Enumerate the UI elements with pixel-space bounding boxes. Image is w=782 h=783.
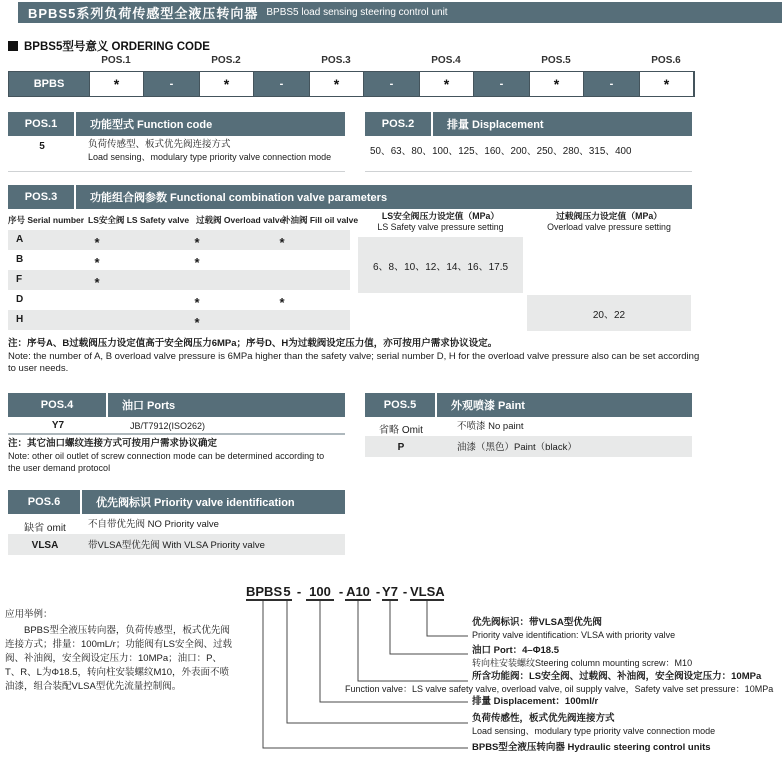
ordering-cell-dash: -: [254, 72, 309, 96]
pos1-label: POS.1: [8, 112, 76, 136]
pos3-note-cn: 注：序号A、B过载阀压力设定值高于安全阀压力6MPa；序号D、H为过载阀设定压力值，亦可按用户需求协议设定。: [8, 338, 498, 349]
ordering-cell-star: *: [419, 72, 474, 96]
pos5-title: 外观喷漆 Paint: [437, 393, 692, 417]
ordering-cell-star: *: [309, 72, 364, 96]
table-row-d: [8, 290, 350, 310]
page-title-en: BPBS5 load sensing steering control unit: [266, 7, 448, 18]
pos-label-3: POS.3: [321, 55, 351, 66]
pos5-row1-desc: 不喷漆 No paint: [457, 421, 524, 432]
pos-label-4: POS.4: [431, 55, 461, 66]
pos3-header: [8, 185, 692, 209]
ls-pressure-title-cn: LS安全阀压力设定值（MPa）: [381, 211, 500, 221]
divider: [365, 171, 692, 172]
ordering-cell-brand: BPBS: [9, 72, 89, 96]
pos5-row2-desc: 油漆（黑色）Paint（black）: [457, 442, 577, 453]
pos1-title: 功能型式 Function code: [76, 112, 345, 136]
table-row-h: [8, 310, 350, 330]
code-dash: -: [375, 584, 381, 599]
code-segment: A10: [346, 584, 370, 599]
pos6-row1-desc: 不自带优先阀 NO Priority valve: [88, 519, 219, 530]
ordering-cell-star: *: [89, 72, 144, 96]
serial-cell: F: [16, 274, 23, 285]
pos6-header: [8, 490, 345, 514]
table-row-f: [8, 270, 350, 290]
callout-displacement: [472, 695, 598, 708]
ls-pressure-title-en: LS Safety valve pressure setting: [377, 222, 504, 232]
pos6-row1-code: 缺省 omit: [24, 523, 66, 534]
example-code: [0, 584, 782, 601]
pos1-description: [88, 139, 331, 163]
pos1-desc-en: Load sensing、modulary type priority valve connection mode: [88, 152, 332, 162]
ordering-code-row: [8, 71, 695, 97]
callout-vlsa: [472, 616, 675, 642]
callout-line1: 所含功能阀：LS安全阀、过载阀、补油阀，安全阀设定压力：10MPa: [472, 671, 762, 682]
pos-label-1: POS.1: [101, 55, 131, 66]
pos2-values: 50、63、80、100、125、160、200、250、280、315、400: [370, 146, 632, 157]
code-segment: 100: [306, 584, 334, 601]
serial-cell: D: [16, 294, 24, 305]
overload-pressure-header: [527, 211, 691, 233]
pos5-row1-code: 省略 Omit: [379, 425, 423, 436]
code-dash: -: [296, 584, 302, 599]
section-heading: [8, 38, 210, 54]
callout-function-code: [472, 712, 715, 738]
pos-label-2: POS.2: [211, 55, 241, 66]
callout-line1: 排量 Displacement：100ml/r: [472, 696, 599, 707]
pos1-header: [8, 112, 345, 136]
pos3-col-ls: LS安全阀 LS Safety valve: [88, 215, 190, 225]
pos4-note-en: Note: other oil outlet of screw connection mode can be determined according to the user demand protocol: [8, 451, 325, 473]
callout-line1: 负荷传感性，板式优先阀连接方式: [472, 713, 615, 724]
ordering-cell-dash: -: [584, 72, 639, 96]
pos5-header: [365, 393, 692, 417]
section-heading-label: BPBS5型号意义 ORDERING CODE: [24, 41, 210, 53]
callout-line2: 转向柱安装螺纹Steering column mounting screw：M10: [472, 658, 693, 668]
ls-valve-star: *: [94, 275, 100, 290]
pos3-label: POS.3: [8, 185, 76, 209]
application-example-title: 应用举例：: [5, 609, 53, 620]
overload-valve-star: *: [194, 295, 200, 310]
pos3-col-fill: 补油阀 Fill oil valve: [282, 215, 359, 225]
fill-valve-star: *: [279, 295, 285, 310]
page-title-bar: [18, 2, 782, 23]
overload-pressure-title-en: Overload valve pressure setting: [547, 222, 671, 232]
table-row-b: [8, 250, 350, 270]
pos-label-6: POS.6: [651, 55, 681, 66]
pos6-row2-code: VLSA: [31, 540, 59, 551]
callout-line2: Load sensing、modulary type priority valve connection mode: [472, 726, 716, 736]
overload-valve-star: *: [194, 255, 200, 270]
page-title-cn: BPBS5系列负荷传感型全液压转向器: [28, 6, 259, 21]
pos2-header: [365, 112, 692, 136]
pos3-col-serial: 序号 Serial number: [8, 215, 85, 225]
pos1-desc-cn: 负荷传感型、板式优先阀连接方式: [88, 139, 231, 150]
callout-brand: [472, 741, 711, 754]
divider: [8, 171, 345, 172]
pos3-note-en: Note: the number of A, B overload valve pressure is 6MPa higher than the safety valve; serial number D, H for the overload valve pressure also can be set according to user needs.: [8, 351, 700, 374]
code-dash: -: [402, 584, 408, 599]
ordering-cell-star: *: [639, 72, 694, 96]
serial-cell: B: [16, 254, 24, 265]
serial-cell: H: [16, 314, 24, 325]
pos1-code: 5: [39, 141, 45, 152]
callout-y7: [472, 644, 692, 670]
code-segment: 5: [283, 584, 291, 599]
pos4-standard: JB/T7912(ISO262): [130, 421, 206, 431]
callout-line1: BPBS型全液压转向器 Hydraulic steering control units: [472, 742, 711, 753]
ls-valve-star: *: [94, 235, 100, 250]
pos6-row2-desc: 带VLSA型优先阀 With VLSA Priority valve: [88, 540, 265, 551]
ls-valve-star: *: [94, 255, 100, 270]
ordering-cell-dash: -: [474, 72, 529, 96]
ordering-cell-dash: -: [144, 72, 199, 96]
callout-line1: 优先阀标识：带VLSA型优先阀: [472, 617, 602, 628]
pos5-label: POS.5: [365, 393, 437, 417]
pos-label-5: POS.5: [541, 55, 571, 66]
ordering-cell-dash: -: [364, 72, 419, 96]
application-example-body: BPBS型全液压转向器，负荷传感型，板式优先阀连接方式；排量：100mL/r；功能阀有LS安全阀、过载阀、补油阀，安全阀设定压力：10MPa；油口：P、T、R、L为Φ18.5，转向柱安装螺纹M10，外表面不喷油漆，组合装配VLSA型优先流量控制阀。: [5, 625, 232, 692]
code-segment: BPBS: [246, 584, 283, 599]
callout-line2: Function valve：LS valve safety valve, overload valve, oil supply valve，Safety valve set pressure：10MPa: [345, 684, 774, 694]
ordering-cell-star: *: [199, 72, 254, 96]
black-square-icon: [8, 41, 18, 51]
overload-pressure-title-cn: 过载阀压力设定值（MPa）: [555, 211, 663, 221]
pos6-title: 优先阀标识 Priority valve identification: [82, 490, 345, 514]
serial-cell: A: [16, 234, 24, 245]
pos4-header: [8, 393, 345, 417]
overload-valve-star: *: [194, 315, 200, 330]
code-dash: -: [338, 584, 344, 599]
callout-line1: 油口 Port：4–Φ18.5: [472, 645, 559, 656]
pos4-label: POS.4: [8, 393, 108, 417]
callout-line2: Priority valve identification: VLSA with priority valve: [472, 630, 676, 640]
pos6-label: POS.6: [8, 490, 82, 514]
pos3-title: 功能组合阀参数 Functional combination valve parameters: [76, 185, 692, 209]
pos4-note-cn: 注：其它油口螺纹连接方式可按用户需求协议确定: [8, 438, 218, 449]
pos3-col-overload: 过载阀 Overload valve: [196, 215, 285, 225]
callout-a10: [345, 670, 774, 696]
ordering-cell-star: *: [529, 72, 584, 96]
table-row-a: [8, 230, 350, 250]
overload-valve-star: *: [194, 235, 200, 250]
pos2-title: 排量 Displacement: [433, 112, 692, 136]
ls-pressure-values: 6、8、10、12、14、16、17.5: [358, 237, 523, 293]
code-segment: VLSA: [410, 584, 445, 599]
pos4-code: Y7: [51, 420, 65, 431]
code-segment: Y7: [382, 584, 398, 599]
pos5-row2-code: P: [397, 442, 405, 453]
application-example: [5, 608, 233, 694]
pos4-title: 油口 Ports: [108, 393, 345, 417]
overload-pressure-values: 20、22: [527, 295, 691, 331]
pos2-label: POS.2: [365, 112, 433, 136]
fill-valve-star: *: [279, 235, 285, 250]
ls-pressure-header: [358, 211, 523, 233]
divider: [8, 433, 345, 435]
